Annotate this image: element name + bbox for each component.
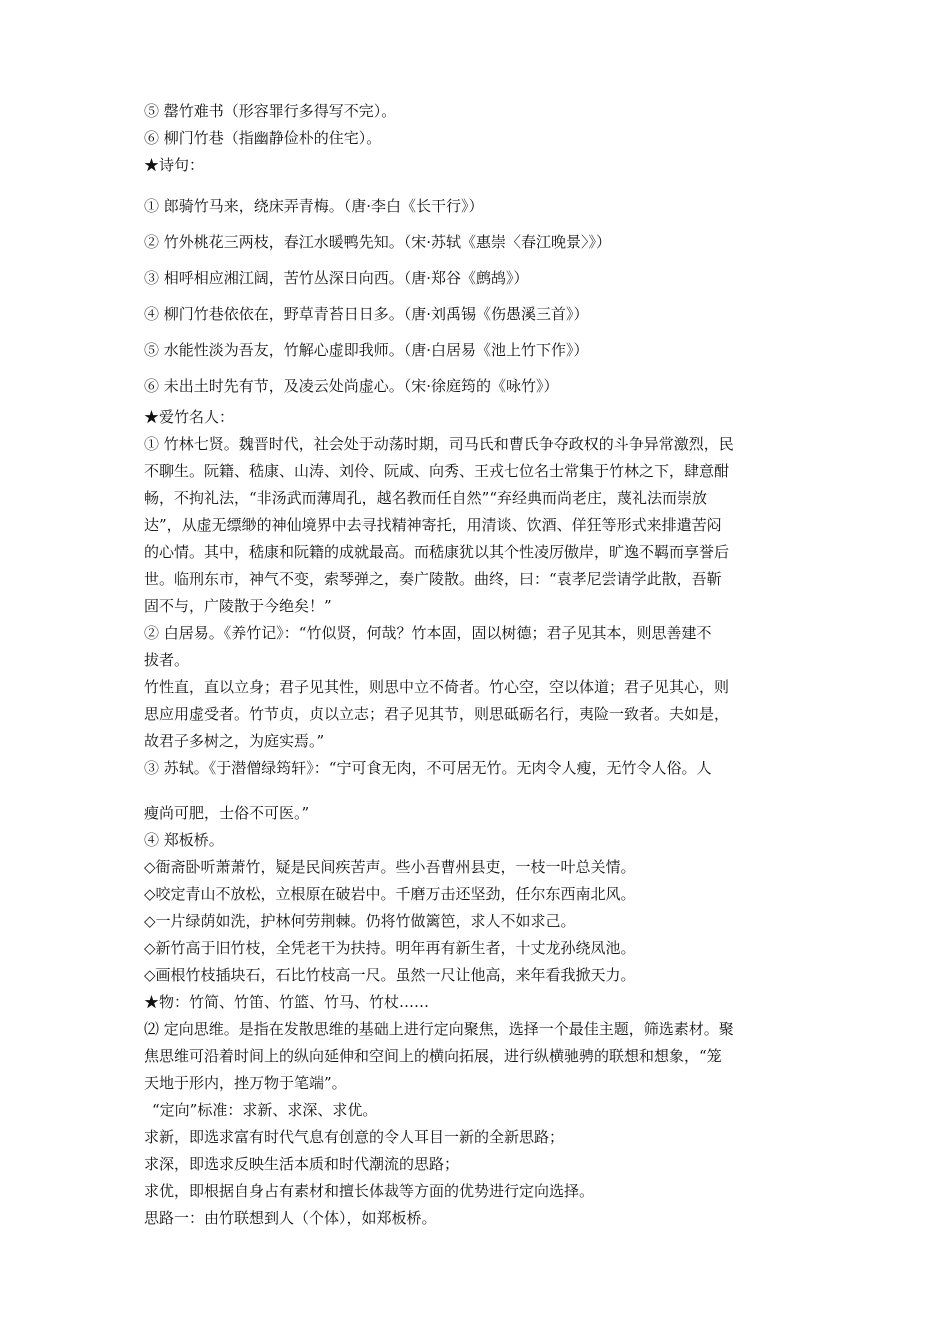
su-shi-line: ③ 苏轼。《于潜僧绿筠轩》：“宁可食无肉，不可居无竹。无肉令人瘦，无竹令人俗。人 xyxy=(144,759,712,777)
bai-juyi-line: 拔者。 xyxy=(144,651,190,669)
famous-people-heading: ★爱竹名人： xyxy=(144,408,235,426)
idiom-item: ⑤ 罄竹难书（形容罪行多得写不完）。 xyxy=(144,102,397,120)
zheng-banqiao-poem: ◇咬定青山不放松，立根原在破岩中。千磨万击还坚劲，任尔东西南北风。 xyxy=(144,885,636,903)
qixian-paragraph-line: 的心情。其中，嵇康和阮籍的成就最高。而嵇康犹以其个性凌厉傲岸，旷逸不羁而享誉后 xyxy=(144,543,730,561)
idiom-item: ⑥ 柳门竹巷（指幽静俭朴的住宅）。 xyxy=(144,129,382,147)
bai-juyi-line: 故君子多树之，为庭实焉。” xyxy=(144,732,325,750)
document-page xyxy=(144,98,809,1232)
zheng-banqiao-poem: ◇衙斋卧听萧萧竹，疑是民间疾苦声。些小吾曹州县吏，一枝一叶总关情。 xyxy=(144,858,636,876)
bai-juyi-line: ② 白居易。《养竹记》：“竹似贤，何哉？竹本固，固以树德；君子见其本，则思善建不 xyxy=(144,624,712,642)
directional-thinking-line: 焦思维可沿着时间上的纵向延伸和空间上的横向拓展，进行纵横驰骋的联想和想象，“笼 xyxy=(144,1047,722,1065)
directional-thinking-line: ⑵ 定向思维。是指在发散思维的基础上进行定向聚焦，选择一个最佳主题，筛选素材。聚 xyxy=(144,1020,734,1038)
qixian-paragraph-line: 畅，不拘礼法，“非汤武而薄周孔，越名教而任自然”“弃经典而尚老庄，蔑礼法而崇放 xyxy=(144,489,708,507)
bai-juyi-line: 思应用虚受者。竹节贞，贞以立志；君子见其节，则思砥砺名行，夷险一致者。夫如是， xyxy=(144,705,730,723)
zheng-banqiao-poem: ◇新竹高于旧竹枝，全凭老干为扶持。明年再有新生者，十丈龙孙绕凤池。 xyxy=(144,939,636,957)
poem-line: ⑤ 水能性淡为吾友，竹解心虚即我师。（唐·白居易《池上竹下作》） xyxy=(144,341,589,359)
criteria-line: 求深，即选求反映生活本质和时代潮流的思路； xyxy=(144,1155,460,1173)
poems-heading: ★诗句： xyxy=(144,156,205,174)
poem-line: ⑥ 未出土时先有节，及凌云处尚虚心。（宋·徐庭筠的《咏竹》） xyxy=(144,377,559,395)
su-shi-line: 瘦尚可肥，士俗不可医。” xyxy=(144,804,310,822)
qixian-paragraph-line: 固不与，广陵散于今绝矣！” xyxy=(144,597,332,615)
idea-one-line: 思路一：由竹联想到人（个体），如郑板桥。 xyxy=(144,1209,437,1227)
criteria-line: 求新，即选求富有时代气息有创意的令人耳目一新的全新思路； xyxy=(144,1128,565,1146)
criteria-line: 求优，即根据自身占有素材和擅长体裁等方面的优势进行定向选择。 xyxy=(144,1182,595,1200)
poem-line: ③ 相呼相应湘江阔，苦竹丛深日向西。（唐·郑谷《鹧鸪》） xyxy=(144,269,529,287)
bai-juyi-line: 竹性直，直以立身；君子见其性，则思中立不倚者。竹心空，空以体道；君子见其心，则 xyxy=(144,678,730,696)
poem-line: ① 郎骑竹马来，绕床弄青梅。（唐·李白《长干行》） xyxy=(144,197,484,215)
qixian-paragraph-line: 达”，从虚无缥缈的神仙境界中去寻找精神寄托，用清谈、饮酒、佯狂等形式来排遣苦闷 xyxy=(144,516,722,534)
qixian-paragraph-line: 不聊生。阮籍、嵇康、山涛、刘伶、阮咸、向秀、王戎七位名士常集于竹林之下，肆意酣 xyxy=(144,462,730,480)
qixian-paragraph-line: 世。临刑东市，神气不变，索琴弹之，奏广陵散。曲终，曰：“袁孝尼尝请学此散，吾靳 xyxy=(144,570,722,588)
zheng-banqiao-poem: ◇一片绿荫如洗，护林何劳荆棘。仍将竹做篱笆，求人不如求己。 xyxy=(144,912,576,930)
zheng-banqiao-heading: ④ 郑板桥。 xyxy=(144,831,224,849)
poem-line: ④ 柳门竹巷依依在，野草青苔日日多。（唐·刘禹锡《伤愚溪三首》） xyxy=(144,305,589,323)
poem-line: ② 竹外桃花三两枝，春江水暖鸭先知。（宋·苏轼《惠崇〈春江晚景〉》） xyxy=(144,233,612,251)
standard-line: “定向”标准：求新、求深、求优。 xyxy=(152,1101,378,1119)
qixian-paragraph-line: ① 竹林七贤。魏晋时代，社会处于动荡时期，司马氏和曹氏争夺政权的斗争异常激烈，民 xyxy=(144,435,734,453)
objects-line: ★物：竹简、竹笛、竹篮、竹马、竹杖…… xyxy=(144,993,430,1011)
directional-thinking-line: 天地于形内，挫万物于笔端”。 xyxy=(144,1074,347,1092)
zheng-banqiao-poem: ◇画根竹枝插块石，石比竹枝高一尺。虽然一尺让他高，来年看我掀天力。 xyxy=(144,966,636,984)
